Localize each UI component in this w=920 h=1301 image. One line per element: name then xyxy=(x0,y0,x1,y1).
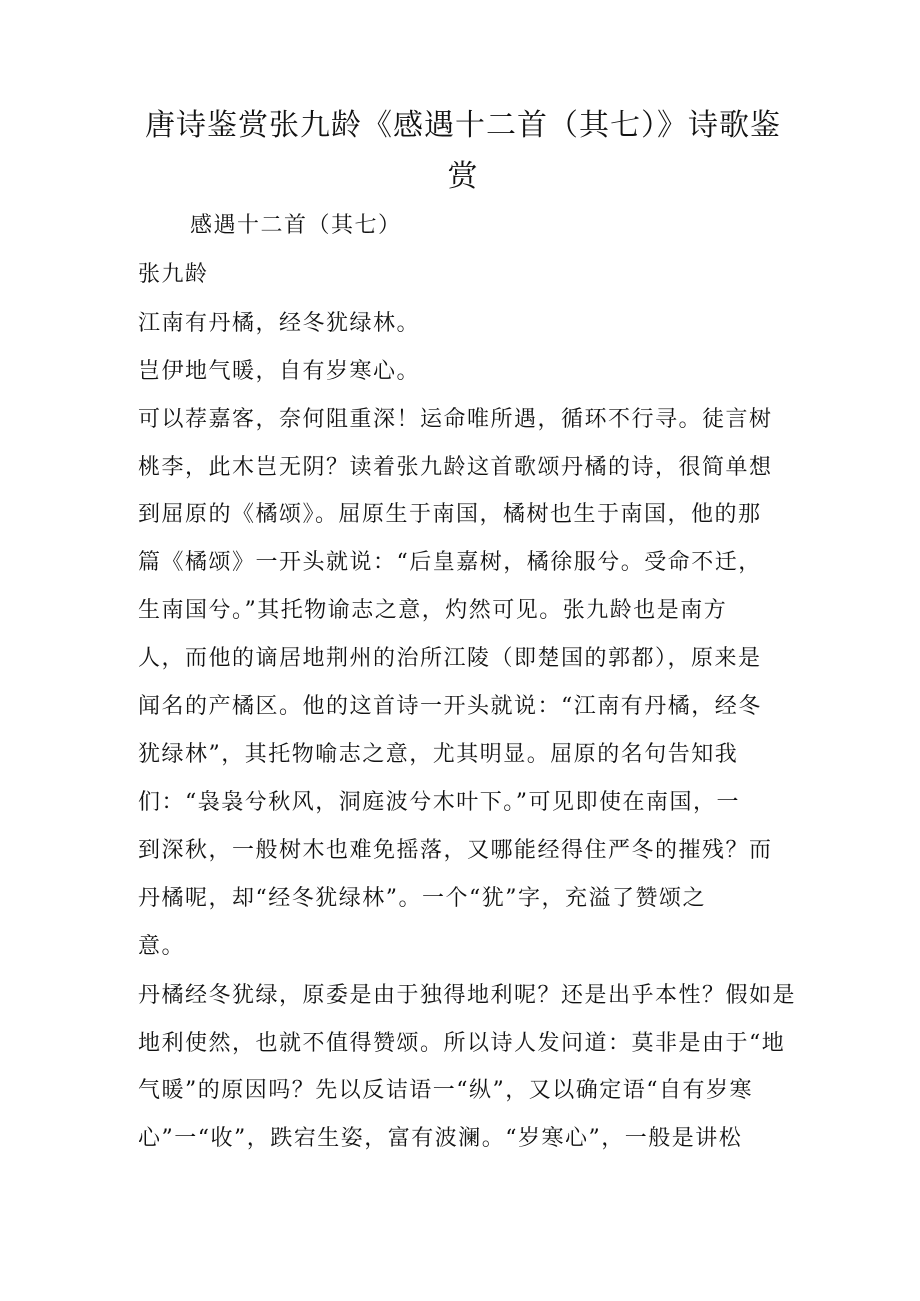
body-line: 气暖”的原因吗？先以反诘语一“纵”，又以确定语“自有岁寒 xyxy=(138,1078,753,1103)
body-line: 心”一“收”，跌宕生姿，富有波澜。“岁寒心”，一般是讲松 xyxy=(138,1126,743,1151)
body-line: 到屈原的《橘颂》。屈原生于南国，橘树也生于南国，他的那 xyxy=(138,502,762,527)
poem-line: 江南有丹橘，经冬犹绿林。 xyxy=(138,311,421,336)
body-line: 生南国兮。”其托物谕志之意，灼然可见。张九龄也是南方 xyxy=(138,598,728,623)
body-line: 闻名的产橘区。他的这首诗一开头就说：“江南有丹橘，经冬 xyxy=(138,694,762,719)
body-line: 到深秋，一般树木也难免摇落，又哪能经得住严冬的摧残？而 xyxy=(138,838,773,863)
poem-author: 张九龄 xyxy=(138,262,209,287)
poem-title: 感遇十二首（其七） xyxy=(190,213,402,238)
document-title: 唐诗鉴赏张九龄《感遇十二首（其七）》诗歌鉴赏 xyxy=(145,108,781,194)
body-line: 意。 xyxy=(138,934,186,959)
poem-line: 岂伊地气暖，自有岁寒心。 xyxy=(138,359,421,384)
body-line: 丹橘呢，却“经冬犹绿林”。一个“犹”字，充溢了赞颂之 xyxy=(138,886,706,911)
body-line: 可以荐嘉客，奈何阻重深！运命唯所遇，循环不行寻。徒言树 xyxy=(138,407,773,432)
body-line: 犹绿林”，其托物喻志之意，尤其明显。屈原的名句告知我 xyxy=(138,742,739,767)
body-line: 篇《橘颂》一开头就说：“后皇嘉树，橘徐服兮。受命不迁， xyxy=(138,550,762,575)
body-line: 地利使然，也就不值得赞颂。所以诗人发问道：莫非是由于“地 xyxy=(138,1031,786,1056)
body-line: 人，而他的谪居地荆州的治所江陵（即楚国的郭都），原来是 xyxy=(138,646,762,671)
body-line: 们：“袅袅兮秋风，洞庭波兮木叶下。”可见即使在南国，一 xyxy=(138,790,740,815)
body-line: 丹橘经冬犹绿，原委是由于独得地利呢？还是出乎本性？假如是 xyxy=(138,983,797,1008)
body-line: 桃李，此木岂无阴？读着张九龄这首歌颂丹橘的诗，很简单想 xyxy=(138,455,773,480)
